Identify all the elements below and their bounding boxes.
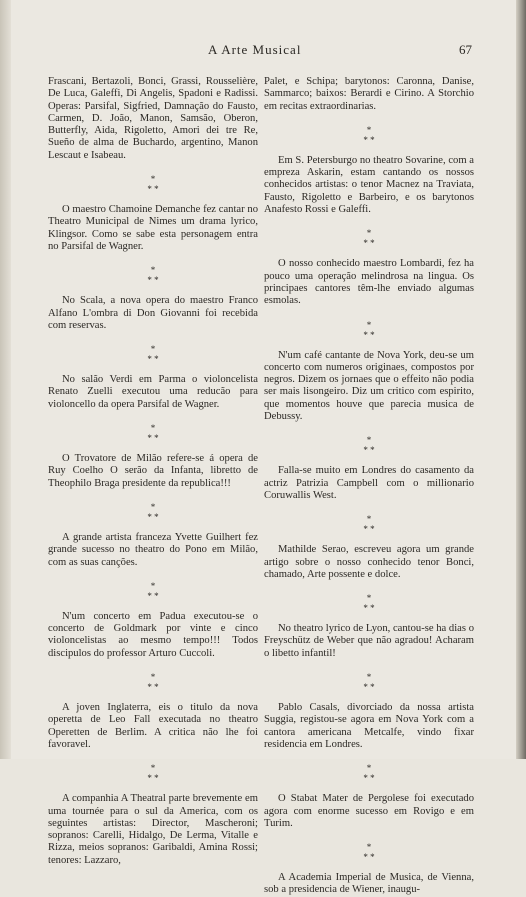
section-separator-asterisks: * * * bbox=[147, 672, 159, 693]
section-separator-asterisks: * * * bbox=[147, 501, 159, 522]
news-paragraph: N'um concerto em Padua executou-se o concerto de Goldmark por vinte e cinco violoncelistas ao mesmo tempo!!! Todos discipulos do professor Arturo Cuccoli. bbox=[48, 610, 258, 659]
section-separator-asterisks: * * * bbox=[363, 319, 375, 340]
page-binding-edge bbox=[0, 0, 11, 759]
news-paragraph: Falla-se muito em Londres do casamento da actriz Patrizia Campbell com o millionario Coruwallis West. bbox=[264, 465, 474, 501]
news-paragraph: Em S. Petersburgo no theatro Sovarine, com a empreza Askarin, estam cantando os nossos conhecidos artistas: o tenor Macnez na Traviata, Fausto, Rigoletto e Barbeiro, e os barytonos Anafesto Rossi e Galeffi. bbox=[264, 154, 474, 216]
news-paragraph: Mathilde Serao, escreveu agora um grande artigo sobre o nosso conhecido tenor Bonci, chamado, Arte possente e dolce. bbox=[264, 544, 474, 580]
running-title: A Arte Musical bbox=[208, 42, 302, 57]
section-separator-asterisks: * * * bbox=[147, 580, 159, 601]
section-separator-asterisks: * * * bbox=[147, 423, 159, 444]
news-paragraph: No theatro lyrico de Lyon, cantou-se ha dias o Freyschütz de Weber que não agradou! Acharam o libetto infantil! bbox=[264, 623, 474, 659]
news-paragraph: O nosso conhecido maestro Lombardi, fez ha pouco uma operação melindrosa na lingua. Os principaes cantores têm-lhe enviado algumas esmolas. bbox=[264, 258, 474, 307]
news-paragraph: N'um café cantante de Nova York, deu-se um concerto com numeros originaes, compostos por negros. Dizem os jornaes que o effeito não podia ser mais lisongeiro. Diz um critico com espirito, que momentos houve que parecia musica de Debussy. bbox=[264, 349, 474, 423]
news-paragraph: O Stabat Mater de Pergolese foi executado agora com enorme sucesso em Rovigo e em Turim. bbox=[264, 793, 474, 829]
news-paragraph: No salão Verdi em Parma o violoncelista Renato Zuelli executou uma reducão para violoncello da opera Parsifal de Wagner. bbox=[48, 374, 258, 410]
news-paragraph: No Scala, a nova opera do maestro Franco Alfano L'ombra di Don Giovanni foi recebida com reservas. bbox=[48, 295, 258, 331]
section-separator-asterisks: * * * bbox=[147, 265, 159, 286]
section-separator-asterisks: * * * bbox=[363, 593, 375, 614]
news-paragraph: O Trovatore de Milão refere-se á opera de Ruy Coelho O serão da Infanta, libretto de Theophilo Braga presidente da republica!!! bbox=[48, 453, 258, 489]
section-separator-asterisks: * * * bbox=[363, 763, 375, 784]
left-column bbox=[48, 76, 258, 867]
section-separator-asterisks: * * * bbox=[363, 435, 375, 456]
page-right-edge bbox=[516, 0, 526, 759]
news-paragraph: A Academia Imperial de Musica, de Vienna, sob a presidencia de Wiener, inaugu- bbox=[264, 872, 474, 896]
right-column bbox=[264, 76, 474, 897]
news-paragraph: O maestro Chamoine Demanche fez cantar no Theatro Municipal de Nimes um drama lyrico, Klingsor. Como se sabe esta personagem entra no Parsifal de Wagner. bbox=[48, 204, 258, 252]
section-separator-asterisks: * * * bbox=[363, 672, 375, 693]
news-paragraph: Pablo Casals, divorciado da nossa artista Suggia, registou-se agora em Nova York com a cantora americana Metcalfe, vindo fixar residencia em Londres. bbox=[264, 702, 474, 750]
section-separator-asterisks: * * * bbox=[147, 174, 159, 195]
news-paragraph: Frascani, Bertazoli, Bonci, Grassi, Rousselière, De Luca, Galeffi, Di Angelis, Spadoni e Radissi. Operas: Parsifal, Sigfried, Damnação do Fausto, Carmen, D. João, Manon, Samsão, Oberon, Butterfly, Aida, Rigoletto, Amori dei tre Re, Sueño de alma de Buchardo, argentino, Manon Lescaut e Isabeau. bbox=[48, 76, 258, 161]
section-separator-asterisks: * * * bbox=[147, 344, 159, 365]
page-header bbox=[48, 42, 472, 62]
news-paragraph: A grande artista franceza Yvette Guilhert fez grande sucesso no theatro do Pono em Milão, com as suas canções. bbox=[48, 531, 258, 568]
news-paragraph: A joven Inglaterra, eis o titulo da nova operetta de Leo Fall executada no theatro Operetten de Berlim. A critica não lhe foi favoravel. bbox=[48, 702, 258, 750]
section-separator-asterisks: * * * bbox=[363, 228, 375, 249]
news-paragraph: Palet, e Schipa; barytonos: Caronna, Danise, Sammarco; baixos: Berardi e Cirino. A Storchio em recitas extraordinarias. bbox=[264, 76, 474, 112]
section-separator-asterisks: * * * bbox=[363, 124, 375, 145]
section-separator-asterisks: * * * bbox=[363, 842, 375, 863]
page-number: 67 bbox=[459, 42, 472, 57]
news-paragraph: A companhia A Theatral parte brevemente em uma tournée para o sul da America, com os seguintes artistas: Director, Mascheroni; sopranos: Carelli, Hidalgo, De Lerma, Vitalle e Rizza, meios sopranos: Garibaldi, Amina Rossi; tenores: Lazzaro, bbox=[48, 793, 258, 866]
section-separator-asterisks: * * * bbox=[147, 763, 159, 784]
section-separator-asterisks: * * * bbox=[363, 514, 375, 535]
